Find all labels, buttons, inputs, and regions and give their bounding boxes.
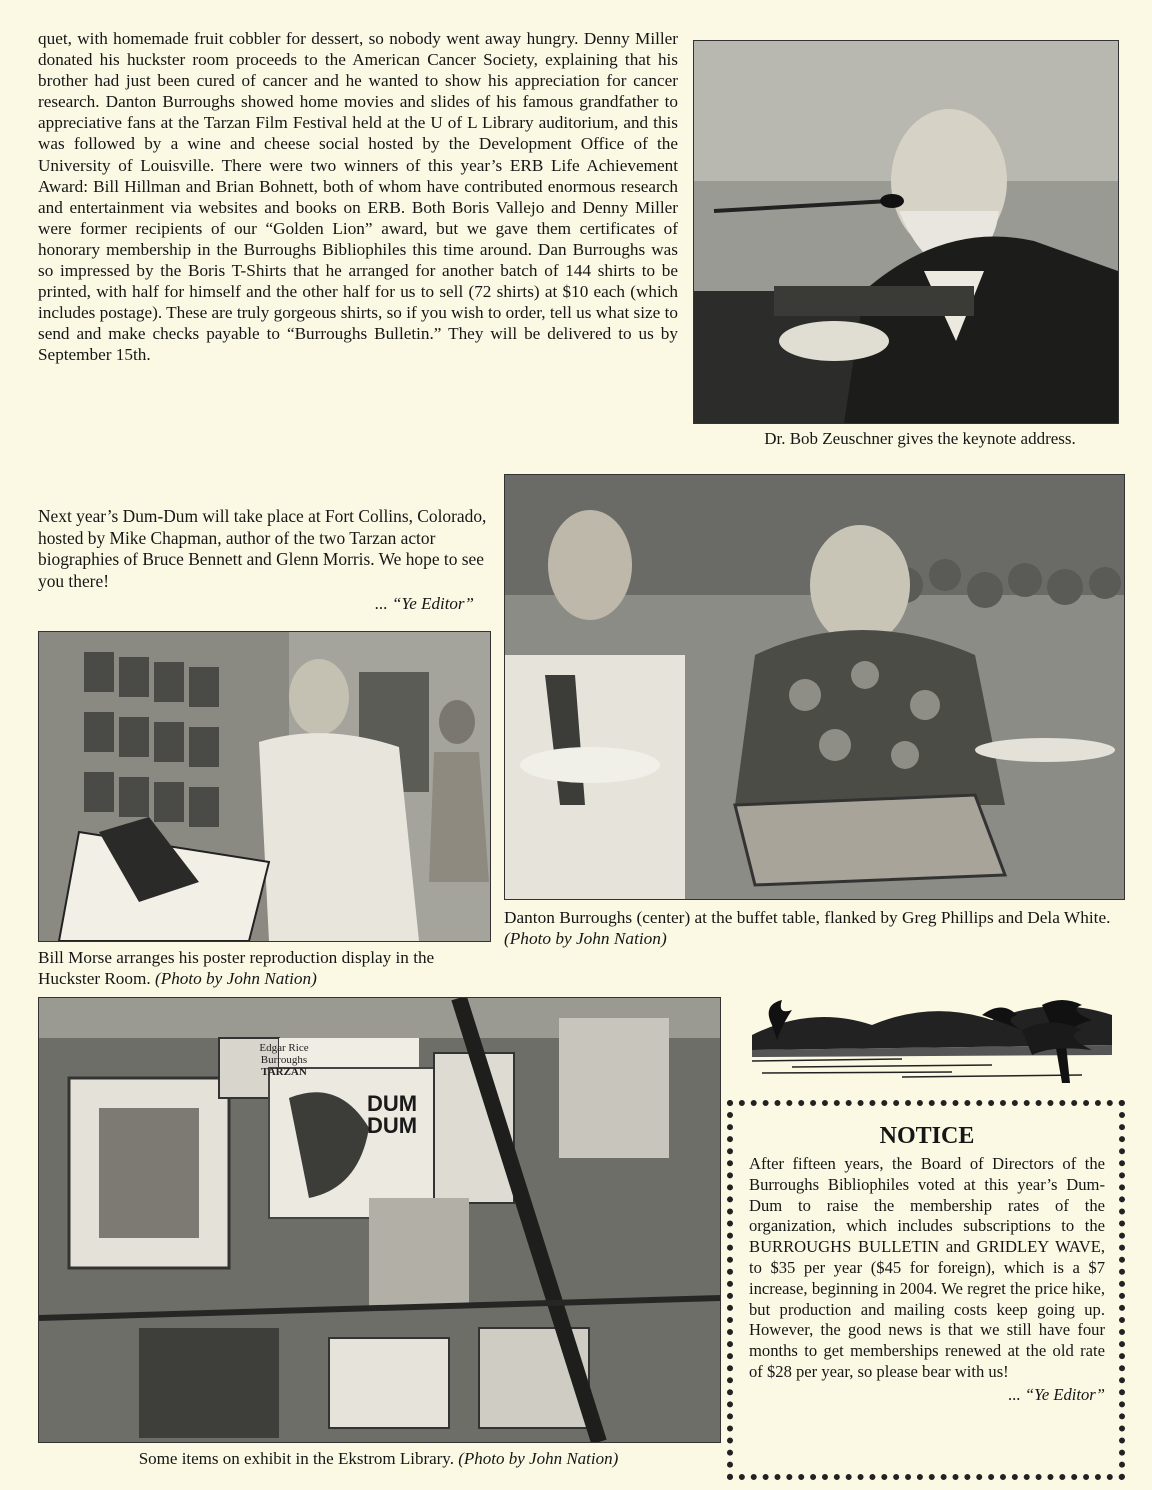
caption-exhibit-text: Some items on exhibit in the Ekstrom Library. xyxy=(138,1449,459,1468)
caption-huckster-credit: (Photo by John Nation) xyxy=(154,969,317,988)
exhibit-dumdum-lettering xyxy=(357,1093,427,1137)
caption-keynote-text: Dr. Bob Zeuschner gives the keynote address. xyxy=(764,429,1076,448)
exhibit-poster-line3: TARZAN xyxy=(261,1066,307,1078)
caption-exhibit xyxy=(38,1448,719,1469)
exhibit-poster-line2: Burroughs xyxy=(260,1054,308,1066)
article-signature: ... “Ye Editor” xyxy=(374,594,474,614)
notice-body: After fifteen years, the Board of Directors of the Burroughs Bibliophiles voted at this year’s Dum-Dum to raise the membership rates of the organization, which includes subscriptions to the BURROUGHS BULLETIN and GRIDLEY WAVE, to $35 per year ($45 for foreign), which is a $7 increase, beginning in 2004. We regret the price hike, but production and mailing costs keep going up. However, the good news is that we still have four months to get memberships renewed at the old rate of $28 per year, so please bear with us! xyxy=(749,1154,1105,1381)
notice-signature: ... “Ye Editor” xyxy=(1008,1384,1105,1404)
caption-huckster xyxy=(38,947,494,989)
photo-keynote-speaker xyxy=(693,40,1119,424)
photo-huckster-room xyxy=(38,631,491,942)
article-paragraph-2 xyxy=(38,506,488,614)
caption-keynote xyxy=(720,428,1120,449)
article-text-1: quet, with homemade fruit cobbler for dessert, so nobody went away hungry. Denny Miller donated his huckster room proceeds to the American Cancer Society, explaining that his brother had just been cured of cancer and he wanted to show his appreciation for cancer research. Danton Burroughs showed home movies and slides of his famous grandfather to appreciative fans at the Tarzan Film Festival held at the U of L Library auditorium, and this was followed by a wine and cheese social hosted by the Development Office of the University of Louisville. There were two winners of this year’s ERB Life Achievement Award: Bill Hillman and Brian Bohnett, both of whom have contributed enormous research and entertainment via websites and books on ERB. Both Boris Vallejo and Denny Miller were former recipients of our “Golden Lion” award, but we gave them certificates of honorary membership in the Burroughs Bibliophiles this time around. Dan Burroughs was so impressed by the Boris T-Shirts that he arranged for another batch of 144 shirts to be printed, with half for himself and the other half for us to sell (72 shirts) at $10 each (which includes postage). These are truly gorgeous shirts, so if you wish to order, tell us what size to send and make checks payable to “Burroughs Bulletin.” They will be delivered to us by September 15th. xyxy=(38,29,678,365)
caption-buffet-text: Danton Burroughs (center) at the buffet table, flanked by Greg Phillips and Dela White. xyxy=(504,908,1111,927)
caption-exhibit-credit: (Photo by John Nation) xyxy=(458,1449,619,1468)
exhibit-dumdum-line1: DUM xyxy=(366,1091,418,1116)
jungle-illustration xyxy=(752,995,1112,1083)
photo-library-exhibit xyxy=(38,997,721,1443)
caption-buffet-credit: (Photo by John Nation) xyxy=(504,929,667,948)
article-text-2: Next year’s Dum-Dum will take place at Fort Collins, Colorado, hosted by Mike Chapman, author of the two Tarzan actor biographies of Bruce Bennett and Glenn Morris. We hope to see you there! xyxy=(38,506,487,591)
caption-buffet xyxy=(504,907,1126,949)
exhibit-dumdum-line2: DUM xyxy=(366,1113,418,1138)
notice-box xyxy=(727,1100,1125,1480)
exhibit-poster-lettering xyxy=(224,1042,344,1078)
photo-buffet-table xyxy=(504,474,1125,900)
notice-title: NOTICE xyxy=(879,1123,975,1149)
caption-huckster-text: Bill Morse arranges his poster reproduction display in the Huckster Room. xyxy=(38,948,435,988)
article-paragraph-1 xyxy=(38,28,678,366)
exhibit-poster-line1: Edgar Rice xyxy=(259,1042,309,1054)
